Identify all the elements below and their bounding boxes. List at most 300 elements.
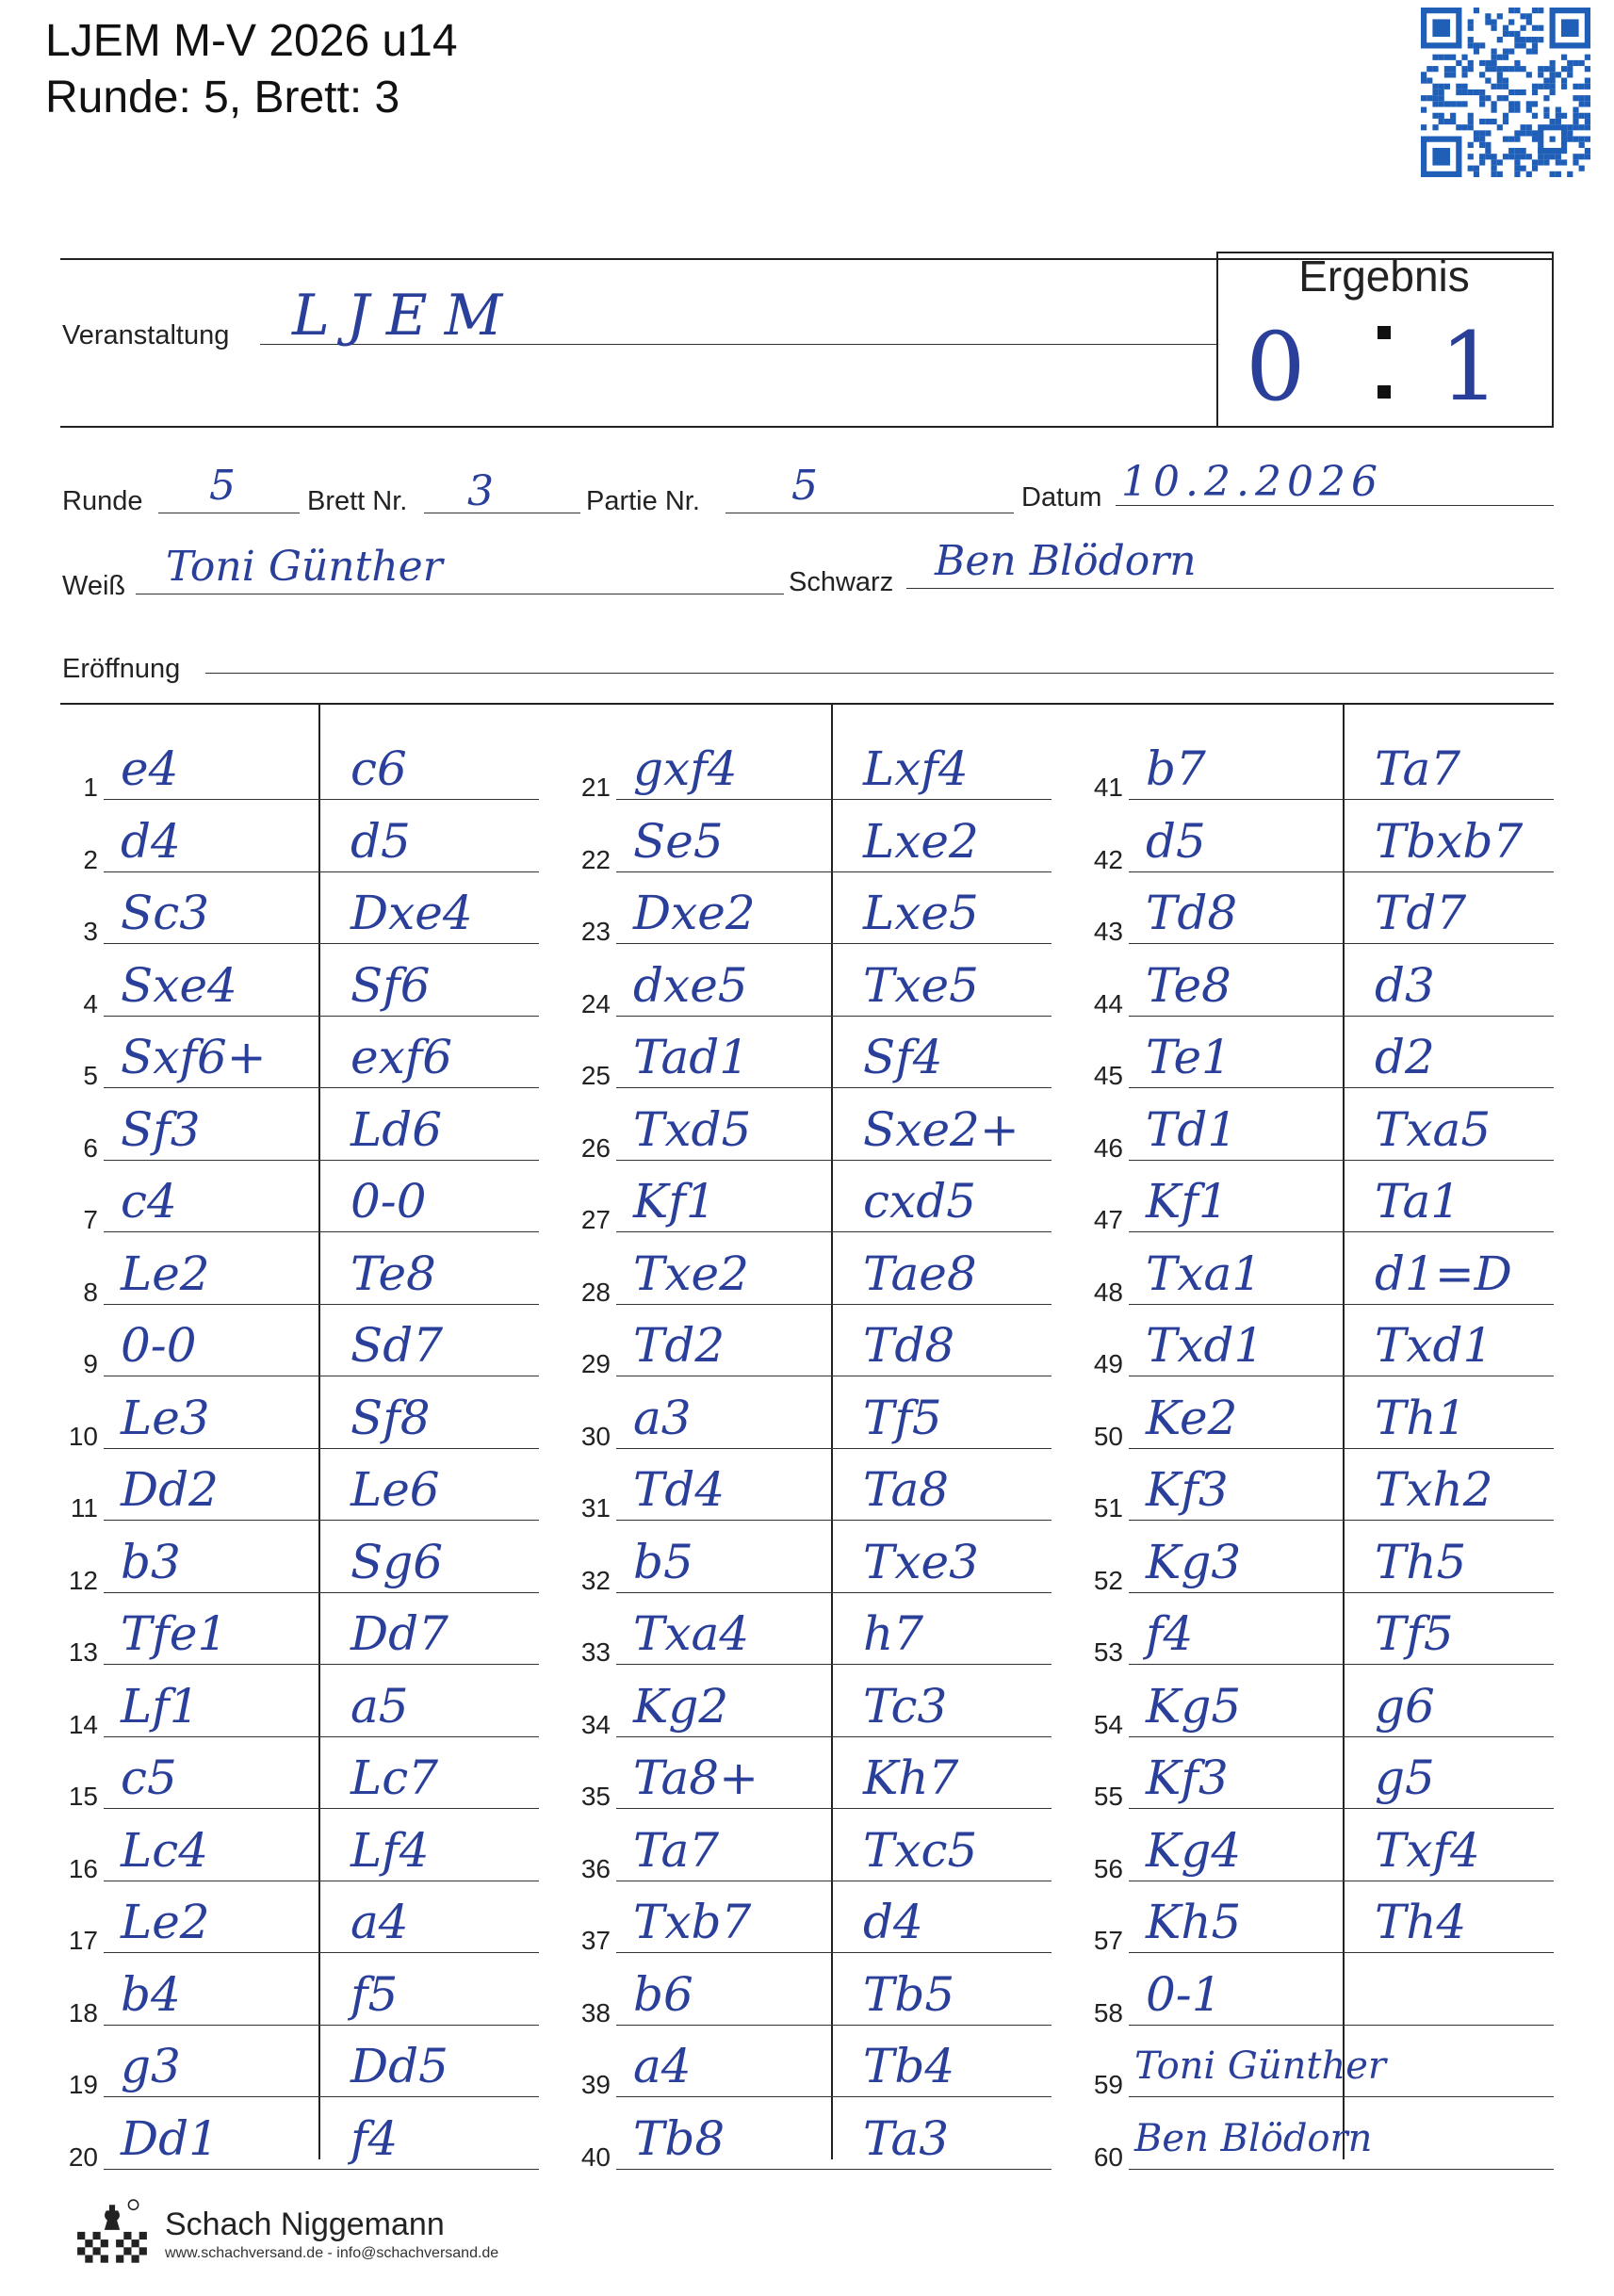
white-move: Ben Blödorn	[1134, 2117, 1373, 2160]
white-move-line	[616, 1736, 831, 1737]
move-number: 55	[1093, 1782, 1123, 1811]
white-move: Txb7	[633, 1895, 752, 1949]
moves-divider-1	[318, 703, 320, 2159]
white-move: Lc4	[121, 1823, 209, 1878]
black-move: d4	[863, 1895, 923, 1949]
white-move: Txd5	[633, 1102, 752, 1157]
move-number: 49	[1093, 1349, 1123, 1378]
white-move: b4	[121, 1967, 181, 2022]
white-move: Kg5	[1146, 1679, 1242, 1734]
black-move-line	[831, 1520, 1052, 1521]
move-number: 10	[68, 1422, 98, 1451]
black-move-line	[318, 2025, 539, 2026]
black-move-line	[318, 1952, 539, 1953]
qr-code-icon	[1421, 8, 1590, 177]
white-move-line	[1129, 1808, 1343, 1809]
move-number: 38	[580, 1998, 611, 2027]
move-number: 13	[68, 1637, 98, 1667]
white-move: Tad1	[633, 1030, 750, 1084]
black-move-line	[318, 871, 539, 872]
white-move-line	[1129, 2096, 1343, 2097]
move-number: 57	[1093, 1926, 1123, 1955]
move-number: 5	[83, 1061, 98, 1090]
white-move: Dxe2	[633, 886, 756, 940]
black-move-line	[1343, 1520, 1554, 1521]
black-move-line	[1343, 871, 1554, 872]
white-move-line	[616, 1520, 831, 1521]
white-move-line	[104, 1304, 318, 1305]
black-move: Txd1	[1375, 1318, 1493, 1373]
partie-value: 5	[791, 462, 818, 510]
eroeffnung-line	[205, 673, 1554, 674]
move-number: 47	[1093, 1205, 1123, 1234]
white-move: a3	[633, 1391, 692, 1445]
black-move-line	[831, 871, 1052, 872]
black-move-line	[318, 1231, 539, 1232]
black-move: Ld6	[351, 1102, 443, 1157]
black-move-line	[318, 1160, 539, 1161]
white-move: Kg4	[1146, 1823, 1242, 1878]
black-move-line	[831, 1087, 1052, 1088]
white-move: c5	[121, 1750, 177, 1805]
runde-value: 5	[209, 462, 236, 510]
move-number: 14	[68, 1710, 98, 1739]
black-move-line	[318, 1087, 539, 1088]
header-bottom-line	[60, 426, 1554, 428]
white-move: a4	[633, 2039, 692, 2093]
white-move-line	[616, 1592, 831, 1593]
black-move: h7	[863, 1606, 924, 1661]
move-number: 17	[68, 1926, 98, 1955]
black-move: Sf4	[863, 1030, 943, 1084]
white-move-line	[104, 1016, 318, 1017]
move-number: 41	[1093, 773, 1123, 802]
black-move: Te8	[351, 1246, 436, 1301]
black-move: Tf5	[863, 1391, 942, 1445]
white-move: f4	[1146, 1606, 1194, 1661]
ergebnis-label: Ergebnis	[1298, 252, 1470, 301]
move-number: 53	[1093, 1637, 1123, 1667]
white-move: Tb8	[633, 2111, 725, 2166]
white-move-line	[1129, 871, 1343, 872]
weiss-label: Weiß	[62, 571, 126, 601]
white-move: b7	[1146, 741, 1206, 796]
white-move-line	[104, 1160, 318, 1161]
white-move: 0-0	[121, 1318, 197, 1373]
white-move-line	[104, 1808, 318, 1809]
black-move: Td8	[863, 1318, 955, 1373]
move-number: 29	[580, 1349, 611, 1378]
black-move-line	[1343, 1664, 1554, 1665]
white-move-line	[616, 1664, 831, 1665]
black-move: Ta8	[863, 1462, 950, 1517]
move-number: 42	[1093, 845, 1123, 874]
datum-label: Datum	[1021, 482, 1102, 513]
white-move-line	[1129, 1664, 1343, 1665]
white-move-line	[104, 2169, 318, 2170]
black-move: Ta7	[1375, 741, 1461, 796]
black-move: d2	[1375, 1030, 1435, 1084]
black-move-line	[1343, 1304, 1554, 1305]
move-number: 48	[1093, 1278, 1123, 1307]
move-number: 56	[1093, 1854, 1123, 1883]
white-move-line	[1129, 1304, 1343, 1305]
black-move-line	[1343, 1448, 1554, 1449]
black-move: Txf4	[1375, 1823, 1480, 1878]
black-move: g5	[1375, 1750, 1435, 1805]
black-move: Txh2	[1375, 1462, 1493, 1517]
move-number: 3	[83, 917, 98, 946]
move-number: 44	[1093, 989, 1123, 1018]
black-move: Txe3	[863, 1535, 979, 1589]
black-move: Sd7	[351, 1318, 444, 1373]
veranstaltung-value: LJEM	[292, 283, 520, 349]
black-move-line	[831, 1016, 1052, 1017]
move-number: 33	[580, 1637, 611, 1667]
white-move-line	[616, 1448, 831, 1449]
white-move: b5	[633, 1535, 693, 1589]
black-move: Tbxb7	[1375, 814, 1524, 869]
white-move: Ta7	[633, 1823, 720, 1878]
move-number: 20	[68, 2142, 98, 2172]
white-move: Toni Günther	[1134, 2044, 1387, 2088]
black-move: f5	[351, 1967, 399, 2022]
black-move: exf6	[351, 1030, 453, 1084]
black-move-line	[1343, 2025, 1554, 2026]
move-number: 34	[580, 1710, 611, 1739]
black-move-line	[1343, 1952, 1554, 1953]
move-number: 18	[68, 1998, 98, 2027]
white-move-line	[1129, 1448, 1343, 1449]
black-move: Le6	[351, 1462, 440, 1517]
black-move-line	[318, 1592, 539, 1593]
white-move: Te8	[1146, 958, 1231, 1013]
black-move-line	[1343, 1160, 1554, 1161]
black-move-line	[318, 2096, 539, 2097]
white-move-line	[104, 1592, 318, 1593]
black-move-line	[318, 799, 539, 800]
black-move-line	[1343, 1231, 1554, 1232]
moves-top-line	[60, 703, 1554, 705]
black-move: 0-0	[351, 1174, 427, 1229]
footer-brand: Schach Niggemann	[165, 2206, 445, 2242]
move-number: 22	[580, 845, 611, 874]
black-move-line	[831, 1952, 1052, 1953]
result-colon-bottom	[1378, 385, 1391, 399]
white-move: e4	[121, 741, 179, 796]
white-move-line	[104, 1448, 318, 1449]
white-move-line	[1129, 2169, 1343, 2170]
black-move: Dxe4	[351, 886, 473, 940]
black-move-line	[1343, 799, 1554, 800]
black-move-line	[831, 1231, 1052, 1232]
move-number: 21	[580, 773, 611, 802]
white-move: Sxe4	[121, 958, 237, 1013]
black-move-line	[318, 1448, 539, 1449]
move-number: 15	[68, 1782, 98, 1811]
move-number: 50	[1093, 1422, 1123, 1451]
black-move: Txe5	[863, 958, 979, 1013]
black-move: Lxf4	[863, 741, 969, 796]
white-move-line	[104, 2025, 318, 2026]
move-number: 54	[1093, 1710, 1123, 1739]
move-number: 28	[580, 1278, 611, 1307]
move-number: 24	[580, 989, 611, 1018]
schwarz-label: Schwarz	[789, 567, 894, 597]
black-move-line	[831, 1448, 1052, 1449]
black-move-line	[318, 1664, 539, 1665]
white-move: Sf3	[121, 1102, 201, 1157]
white-move: Kf1	[1146, 1174, 1229, 1229]
moves-divider-2	[831, 703, 833, 2159]
black-move: c6	[351, 741, 407, 796]
white-move-line	[616, 943, 831, 944]
white-move-line	[616, 871, 831, 872]
black-move: Tae8	[863, 1246, 977, 1301]
white-move: Txd1	[1146, 1318, 1264, 1373]
brett-value: 3	[467, 467, 494, 515]
black-move: Txa5	[1375, 1102, 1492, 1157]
move-number: 7	[83, 1205, 98, 1234]
black-move: Lc7	[351, 1750, 439, 1805]
black-move-line	[1343, 1736, 1554, 1737]
white-move: d5	[1146, 814, 1206, 869]
move-number: 46	[1093, 1133, 1123, 1163]
black-move: a4	[351, 1895, 409, 1949]
move-number: 43	[1093, 917, 1123, 946]
white-move-line	[1129, 799, 1343, 800]
move-number: 1	[83, 773, 98, 802]
result-black: 1	[1440, 312, 1500, 422]
black-move-line	[831, 1808, 1052, 1809]
white-move-line	[1129, 1160, 1343, 1161]
move-number: 16	[68, 1854, 98, 1883]
black-move: Th4	[1375, 1895, 1467, 1949]
black-move: Tb4	[863, 2039, 955, 2093]
black-move: Dd5	[351, 2039, 448, 2093]
black-move-line	[831, 1736, 1052, 1737]
white-move: Ke2	[1146, 1391, 1238, 1445]
black-move-line	[1343, 2096, 1554, 2097]
black-move-line	[318, 2169, 539, 2170]
white-move: 0-1	[1146, 1967, 1222, 2022]
white-move: Kg3	[1146, 1535, 1242, 1589]
black-move: d1=D	[1375, 1246, 1512, 1301]
white-move-line	[104, 1664, 318, 1665]
black-move-line	[1343, 943, 1554, 944]
black-move-line	[1343, 1087, 1554, 1088]
white-move-line	[1129, 2025, 1343, 2026]
brett-label: Brett Nr.	[307, 486, 408, 516]
title-line-2: Runde: 5, Brett: 3	[45, 73, 400, 122]
move-number: 11	[70, 1493, 98, 1523]
white-move: c4	[121, 1174, 177, 1229]
result-box-right	[1552, 252, 1554, 427]
white-move: Le3	[121, 1391, 210, 1445]
schwarz-line	[906, 588, 1554, 589]
black-move: Tc3	[863, 1679, 948, 1734]
datum-value: 10.2.2026	[1121, 458, 1383, 506]
black-move: g6	[1375, 1679, 1435, 1734]
black-move: Tb5	[863, 1967, 955, 2022]
move-number: 30	[580, 1422, 611, 1451]
move-number: 6	[83, 1133, 98, 1163]
weiss-value: Toni Günther	[166, 543, 443, 591]
runde-label: Runde	[62, 486, 143, 516]
white-move: d4	[121, 814, 181, 869]
move-number: 52	[1093, 1566, 1123, 1595]
black-move-line	[831, 799, 1052, 800]
white-move: Dd1	[121, 2111, 219, 2166]
black-move: Sf8	[351, 1391, 431, 1445]
black-move-line	[318, 1016, 539, 1017]
white-move-line	[616, 1304, 831, 1305]
white-move: Txa1	[1146, 1246, 1263, 1301]
black-move: Txc5	[863, 1823, 978, 1878]
white-move: Td8	[1146, 886, 1238, 940]
white-move-line	[104, 1952, 318, 1953]
move-number: 60	[1093, 2142, 1123, 2172]
move-number: 36	[580, 1854, 611, 1883]
white-move-line	[616, 2169, 831, 2170]
white-move-line	[1129, 943, 1343, 944]
white-move: dxe5	[633, 958, 748, 1013]
black-move-line	[318, 1736, 539, 1737]
white-move-line	[104, 1520, 318, 1521]
black-move: a5	[351, 1679, 409, 1734]
white-move-line	[616, 1952, 831, 1953]
move-number: 40	[580, 2142, 611, 2172]
white-move-line	[1129, 1231, 1343, 1232]
black-move-line	[831, 1664, 1052, 1665]
moves-divider-3	[1343, 703, 1345, 2159]
white-move: Le2	[121, 1895, 210, 1949]
white-move: b3	[121, 1535, 181, 1589]
move-number: 59	[1093, 2070, 1123, 2099]
white-move: Kf3	[1146, 1462, 1229, 1517]
white-move-line	[616, 799, 831, 800]
white-move: Td2	[633, 1318, 725, 1373]
black-move: d3	[1375, 958, 1435, 1013]
white-move-line	[104, 1087, 318, 1088]
move-number: 32	[580, 1566, 611, 1595]
result-white: 0	[1246, 312, 1306, 422]
black-move: Td7	[1375, 886, 1467, 940]
white-move: g3	[121, 2039, 181, 2093]
black-move-line	[1343, 1592, 1554, 1593]
black-move: Sg6	[351, 1535, 444, 1589]
black-move-line	[1343, 1016, 1554, 1017]
black-move-line	[318, 1520, 539, 1521]
white-move: Kh5	[1146, 1895, 1242, 1949]
white-move-line	[616, 1016, 831, 1017]
white-move-line	[616, 1231, 831, 1232]
black-move: d5	[351, 814, 411, 869]
white-move: Td4	[633, 1462, 725, 1517]
move-number: 25	[580, 1061, 611, 1090]
move-number: 8	[83, 1278, 98, 1307]
white-move: b6	[633, 1967, 693, 2022]
black-move-line	[318, 1808, 539, 1809]
white-move: Le2	[121, 1246, 210, 1301]
black-move: Th5	[1375, 1535, 1467, 1589]
black-move-line	[831, 1160, 1052, 1161]
black-move: Lf4	[351, 1823, 430, 1878]
move-number: 12	[68, 1566, 98, 1595]
white-move-line	[616, 1087, 831, 1088]
white-move: Ta8+	[633, 1750, 758, 1805]
result-colon-top	[1378, 326, 1391, 339]
white-move-line	[1129, 1952, 1343, 1953]
move-number: 37	[580, 1926, 611, 1955]
partie-label: Partie Nr.	[586, 486, 700, 516]
white-move-line	[1129, 1592, 1343, 1593]
black-move: cxd5	[863, 1174, 977, 1229]
white-move-line	[616, 2096, 831, 2097]
move-number: 58	[1093, 1998, 1123, 2027]
white-move-line	[616, 1808, 831, 1809]
black-move-line	[831, 1304, 1052, 1305]
move-number: 26	[580, 1133, 611, 1163]
white-move: Sc3	[121, 886, 210, 940]
white-move-line	[1129, 1087, 1343, 1088]
move-number: 27	[580, 1205, 611, 1234]
white-move-line	[104, 1231, 318, 1232]
black-move-line	[318, 943, 539, 944]
move-number: 9	[83, 1349, 98, 1378]
white-move: Se5	[633, 814, 724, 869]
white-move: Lf1	[121, 1679, 200, 1734]
move-number: 51	[1093, 1493, 1123, 1523]
white-move: Tfe1	[121, 1606, 228, 1661]
black-move: Dd7	[351, 1606, 448, 1661]
white-move-line	[104, 2096, 318, 2097]
title-line-1: LJEM M-V 2026 u14	[45, 16, 458, 66]
footer-web: www.schachversand.de - info@schachversand.de	[165, 2245, 499, 2261]
black-move: Ta3	[863, 2111, 950, 2166]
sheet-title	[45, 13, 458, 126]
black-move: Ta1	[1375, 1174, 1461, 1229]
move-number: 4	[83, 989, 98, 1018]
move-number: 2	[83, 845, 98, 874]
black-move-line	[831, 2169, 1052, 2170]
black-move-line	[318, 1304, 539, 1305]
veranstaltung-label: Veranstaltung	[62, 320, 230, 350]
black-move-line	[831, 2096, 1052, 2097]
black-move-line	[831, 1592, 1052, 1593]
move-number: 31	[580, 1493, 611, 1523]
white-move: Kf1	[633, 1174, 716, 1229]
white-move: Sxf6+	[121, 1030, 267, 1084]
white-move-line	[104, 943, 318, 944]
white-move-line	[1129, 1520, 1343, 1521]
white-move: Dd2	[121, 1462, 219, 1517]
white-move-line	[104, 799, 318, 800]
black-move: Th1	[1375, 1391, 1467, 1445]
move-number: 23	[580, 917, 611, 946]
black-move-line	[831, 2025, 1052, 2026]
white-move-line	[616, 1160, 831, 1161]
chess-logo-icon	[73, 2197, 151, 2274]
move-number: 39	[580, 2070, 611, 2099]
white-move: Kf3	[1146, 1750, 1229, 1805]
black-move: Lxe2	[863, 814, 979, 869]
move-number: 45	[1093, 1061, 1123, 1090]
white-move-line	[104, 1736, 318, 1737]
white-move: gxf4	[633, 741, 738, 796]
black-move: Sf6	[351, 958, 431, 1013]
black-move-line	[1343, 1808, 1554, 1809]
